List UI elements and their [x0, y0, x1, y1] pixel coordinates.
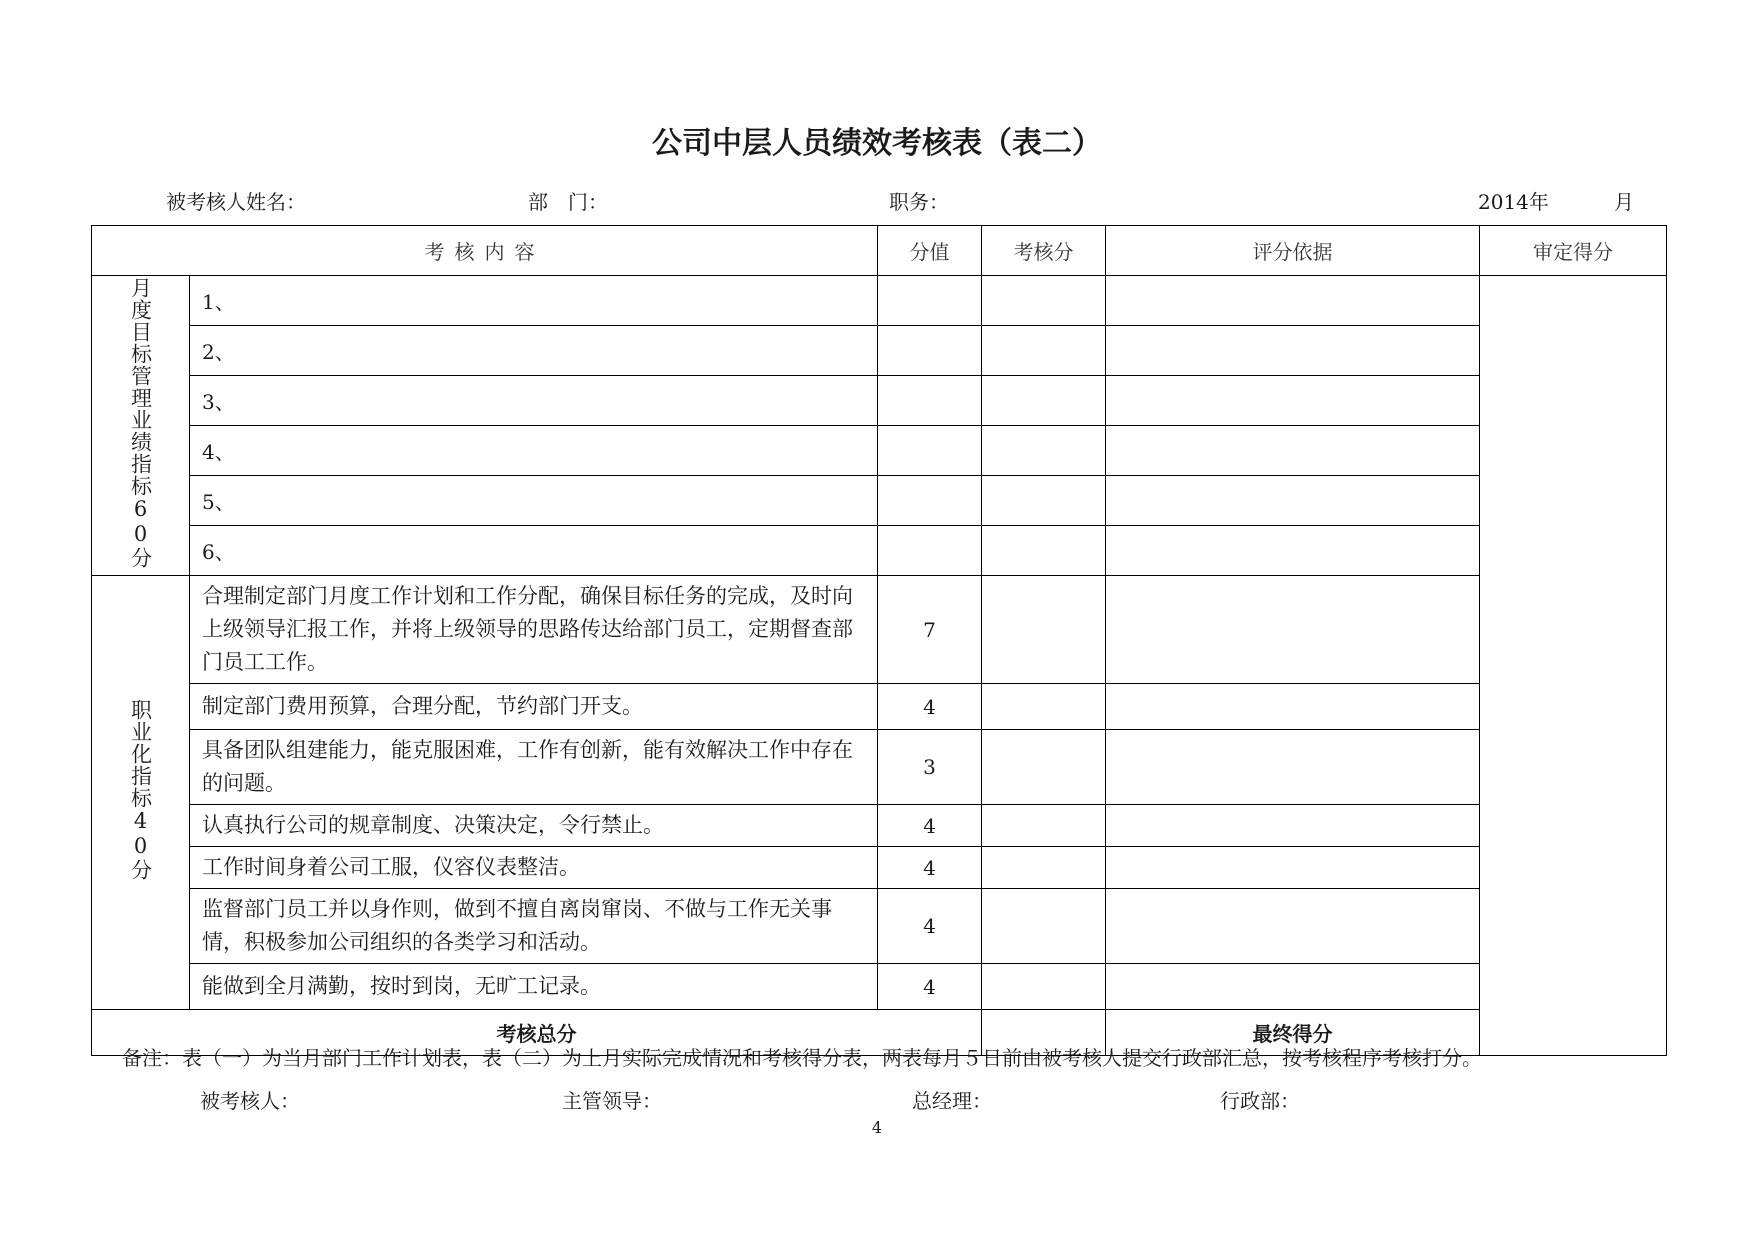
table-row — [92, 889, 1667, 964]
basis-cell[interactable] — [1106, 847, 1480, 889]
exam-score-cell[interactable] — [982, 426, 1106, 476]
page-number: 4 — [871, 1118, 883, 1137]
criterion-score: 4 — [878, 684, 982, 730]
table-row — [92, 376, 1667, 426]
value-cell[interactable] — [878, 476, 982, 526]
criterion-score: 3 — [878, 730, 982, 805]
criterion-text: 合理制定部门月度工作计划和工作分配，确保目标任务的完成，及时向上级领导汇报工作，并将上级领导的思路传达给部门员工，定期督查部门员工工作。 — [190, 576, 878, 684]
basis-cell[interactable] — [1106, 576, 1480, 684]
position-label: 职务： — [889, 190, 949, 214]
exam-score-cell[interactable] — [982, 576, 1106, 684]
approved-score-cell[interactable] — [1480, 276, 1667, 1056]
exam-score-cell[interactable] — [982, 476, 1106, 526]
table-row — [92, 426, 1667, 476]
basis-cell[interactable] — [1106, 730, 1480, 805]
value-cell[interactable] — [878, 526, 982, 576]
header-basis: 评分依据 — [1106, 226, 1480, 276]
item-number: 5、 — [190, 476, 878, 526]
department-label: 部 门： — [528, 190, 608, 214]
basis-cell[interactable] — [1106, 376, 1480, 426]
header-exam-score: 考核分 — [982, 226, 1106, 276]
final-score-label: 最终得分 — [1106, 1010, 1480, 1056]
value-cell[interactable] — [878, 376, 982, 426]
header-value: 分值 — [878, 226, 982, 276]
exam-score-cell[interactable] — [982, 526, 1106, 576]
exam-score-cell[interactable] — [982, 847, 1106, 889]
header-content: 考核内容 — [92, 226, 878, 276]
total-score-label: 考核总分 — [92, 1010, 982, 1056]
basis-cell[interactable] — [1106, 276, 1480, 326]
criterion-text: 监督部门员工并以身作则，做到不擅自离岗窜岗、不做与工作无关事情，积极参加公司组织的各类学习和活动。 — [190, 889, 878, 964]
basis-cell[interactable] — [1106, 889, 1480, 964]
table-row — [92, 964, 1667, 1010]
item-number: 1、 — [190, 276, 878, 326]
month-label: 月 — [1614, 190, 1634, 214]
item-number: 2、 — [190, 326, 878, 376]
basis-cell[interactable] — [1106, 526, 1480, 576]
header-approved-score: 审定得分 — [1480, 226, 1667, 276]
year-label: 2014年 — [1478, 190, 1549, 214]
table-row — [92, 526, 1667, 576]
table-row — [92, 576, 1667, 684]
value-cell[interactable] — [878, 326, 982, 376]
table-row — [92, 684, 1667, 730]
table-row — [92, 805, 1667, 847]
basis-cell[interactable] — [1106, 805, 1480, 847]
remarks-note: 备注：表（一）为当月部门工作计划表，表（二）为上月实际完成情况和考核得分表，两表每月５日前由被考核人提交行政部汇总，按考核程序考核打分。 — [122, 1046, 1482, 1070]
exam-score-cell[interactable] — [982, 805, 1106, 847]
criterion-score: 4 — [878, 964, 982, 1010]
item-number: 4、 — [190, 426, 878, 476]
examinee-name-label: 被考核人姓名： — [166, 190, 306, 214]
category-professionalism — [92, 576, 190, 1010]
criterion-text: 能做到全月满勤，按时到岗，无旷工记录。 — [190, 964, 878, 1010]
table-row — [92, 476, 1667, 526]
page-title: 公司中层人员绩效考核表（表二） — [652, 126, 1102, 161]
item-number: 6、 — [190, 526, 878, 576]
basis-cell[interactable] — [1106, 426, 1480, 476]
assessment-table — [91, 225, 1667, 1056]
criterion-score: 7 — [878, 576, 982, 684]
signature-admin-label: 行政部： — [1220, 1089, 1300, 1113]
exam-score-cell[interactable] — [982, 684, 1106, 730]
category-monthly-target — [92, 276, 190, 576]
basis-cell[interactable] — [1106, 476, 1480, 526]
value-cell[interactable] — [878, 276, 982, 326]
exam-score-cell[interactable] — [982, 889, 1106, 964]
exam-score-cell[interactable] — [982, 964, 1106, 1010]
exam-score-cell[interactable] — [982, 376, 1106, 426]
table-row — [92, 326, 1667, 376]
exam-score-cell[interactable] — [982, 730, 1106, 805]
criterion-text: 工作时间身着公司工服，仪容仪表整洁。 — [190, 847, 878, 889]
exam-score-cell[interactable] — [982, 276, 1106, 326]
basis-cell[interactable] — [1106, 326, 1480, 376]
category-monthly-target-label: 月度目标管理业绩指标60分 — [128, 277, 153, 569]
basis-cell[interactable] — [1106, 964, 1480, 1010]
category-professionalism-label: 职业化指标40分 — [128, 699, 153, 881]
signature-supervisor-label: 主管领导： — [562, 1089, 662, 1113]
item-number: 3、 — [190, 376, 878, 426]
criterion-text: 具备团队组建能力，能克服困难，工作有创新，能有效解决工作中存在的问题。 — [190, 730, 878, 805]
table-row — [92, 276, 1667, 326]
criterion-score: 4 — [878, 889, 982, 964]
table-row — [92, 847, 1667, 889]
signature-gm-label: 总经理： — [912, 1089, 992, 1113]
basis-cell[interactable] — [1106, 684, 1480, 730]
value-cell[interactable] — [878, 426, 982, 476]
criterion-text: 制定部门费用预算，合理分配，节约部门开支。 — [190, 684, 878, 730]
criterion-text: 认真执行公司的规章制度、决策决定，令行禁止。 — [190, 805, 878, 847]
table-header-row — [92, 226, 1667, 276]
exam-score-cell[interactable] — [982, 326, 1106, 376]
table-row — [92, 730, 1667, 805]
criterion-score: 4 — [878, 805, 982, 847]
signature-examinee-label: 被考核人： — [200, 1089, 300, 1113]
criterion-score: 4 — [878, 847, 982, 889]
